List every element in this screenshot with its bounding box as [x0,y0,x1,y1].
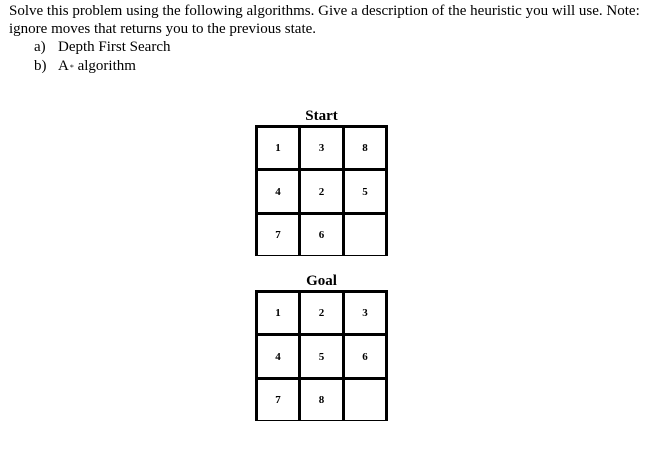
algorithm-item-dfs [34,38,170,57]
algorithm-label [58,57,136,76]
start-cell-7: 7 [257,214,299,256]
algorithm-label: Depth First Search [58,39,171,55]
start-cell-3: 8 [344,127,386,169]
problem-statement [9,2,649,38]
algorithm-label-superscript: * [69,63,74,72]
goal-cell-8: 8 [300,379,343,421]
start-cell-5: 2 [300,170,343,213]
list-marker: a) [34,39,46,55]
goal-cell-1: 1 [257,292,299,334]
start-cell-8: 6 [300,214,343,256]
goal-puzzle-grid [255,290,388,421]
start-cell-2: 3 [300,127,343,169]
goal-cell-4: 4 [257,335,299,378]
start-puzzle-grid [255,125,388,256]
goal-cell-3: 3 [344,292,386,334]
start-cell-1: 1 [257,127,299,169]
algorithm-label-main: A [58,58,69,74]
goal-cell-6: 6 [344,335,386,378]
start-cell-4: 4 [257,170,299,213]
start-cell-blank [344,214,386,256]
problem-statement-line-2: ignore moves that returns you to the previous state. [9,21,317,37]
goal-cell-5: 5 [300,335,343,378]
algorithm-item-astar [34,57,170,76]
goal-cell-blank [344,379,386,421]
goal-cell-2: 2 [300,292,343,334]
algorithm-label-suffix: algorithm [73,58,136,74]
start-caption: Start [305,108,338,124]
goal-cell-7: 7 [257,379,299,421]
list-marker: b) [34,58,47,74]
start-cell-6: 5 [344,170,386,213]
algorithm-list [34,38,170,76]
problem-statement-line-1: Solve this problem using the following algorithms. Give a description of the heuristic you will use. Note: [9,3,640,19]
goal-caption: Goal [306,273,337,289]
